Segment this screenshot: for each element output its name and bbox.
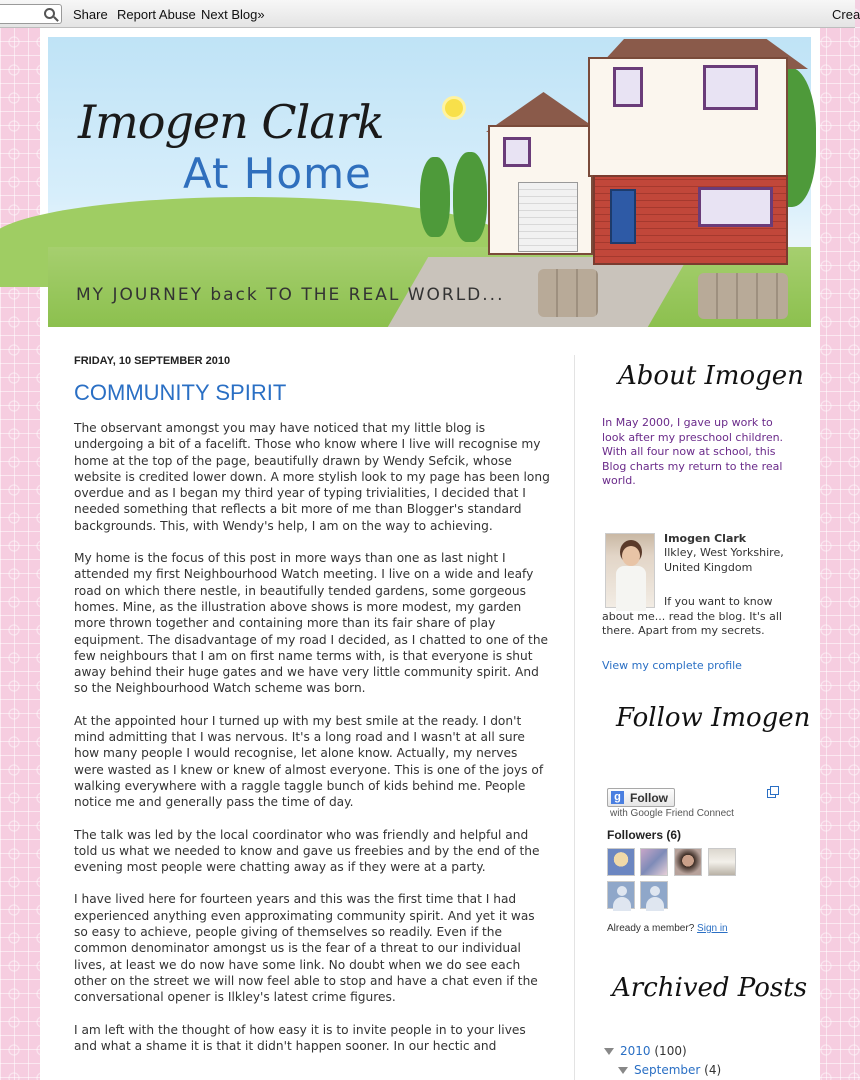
profile-location: Ilkley, West Yorkshire, United Kingdom xyxy=(664,546,784,574)
post-title-link[interactable]: COMMUNITY SPIRIT xyxy=(74,380,287,405)
header-banner[interactable] xyxy=(48,37,811,327)
post-body xyxy=(74,420,550,1070)
search-icon[interactable] xyxy=(44,8,55,19)
sun-icon xyxy=(445,99,463,117)
blogger-navbar xyxy=(0,0,860,28)
house-window xyxy=(503,137,531,167)
bay-window xyxy=(698,187,773,227)
post-paragraph: The talk was led by the local coordinator who was friendly and helpful and told us what we needed to know and gave us freebies and by the end of the evening most people were chatting away as if they were at a party. xyxy=(74,827,540,875)
archive-month-september[interactable] xyxy=(618,1063,721,1077)
archive-year-link[interactable]: 2010 xyxy=(620,1044,651,1058)
profile-photo-head xyxy=(622,546,640,566)
about-heading: About Imogen xyxy=(618,361,804,391)
view-profile-link[interactable]: View my complete profile xyxy=(602,659,742,672)
create-blog-link[interactable]: Crea xyxy=(832,7,860,22)
follower-avatar-default[interactable] xyxy=(640,881,668,909)
navbar-search-input[interactable] xyxy=(0,4,62,24)
tree-icon xyxy=(420,157,450,237)
google-icon: g xyxy=(611,791,624,804)
report-abuse-link[interactable]: Report Abuse xyxy=(117,7,196,22)
followers-count: Followers (6) xyxy=(607,828,682,842)
post-paragraph: My home is the focus of this post in more ways than one as last night I attended my first Neighbourhood Watch meeting. I live on a wide and leafy road on which there nestle, in beautifully tended gardens, some gorgeous homes. Mine, as the illustration above shows is more modest, my garden more thrown together and containing more than its fair share of play equipment. The disadvantage of my road I decided, as I chatted to one of the few neighbours that I am on first name terms with, is that everyone is shut away behind their huge gates and we have very little community spirit. And so the Neighbourhood Watch scheme was born. xyxy=(74,551,549,696)
archive-year-count: (100) xyxy=(654,1044,687,1058)
house-window xyxy=(613,67,643,107)
blog-tagline: MY JOURNEY back TO THE REAL WORLD... xyxy=(76,285,505,305)
post-paragraph: I have lived here for fourteen years and this was the first time that I had experienced anything even approximating community spirit. And yet it was so easy to achieve, people giving of themselves so readily. Even if the common denominator amongst us is the fear of a threat to our individual lives, at least we do now have some link. No doubt when we do see each other on the street we will now feel able to stop and have a chat even if the conversational opener is Ilkley's latest crime figures. xyxy=(74,892,538,1005)
blog-container xyxy=(40,28,820,1080)
gfc-subtitle: with Google Friend Connect xyxy=(610,808,734,819)
follower-avatar[interactable] xyxy=(607,848,635,876)
follower-avatar-default[interactable] xyxy=(607,881,635,909)
popout-icon[interactable] xyxy=(767,789,776,798)
already-member-text xyxy=(607,923,728,934)
blog-title: Imogen Clark xyxy=(78,95,384,149)
garage-door xyxy=(518,182,578,252)
expand-arrow-icon[interactable] xyxy=(618,1067,628,1074)
archive-year-2010[interactable] xyxy=(604,1044,687,1058)
follow-button[interactable] xyxy=(607,788,675,807)
stone-wall xyxy=(698,273,788,319)
blog-subtitle: At Home xyxy=(183,149,372,198)
follower-avatar[interactable] xyxy=(674,848,702,876)
profile-name-link[interactable]: Imogen Clark xyxy=(664,532,747,545)
share-link[interactable]: Share xyxy=(73,7,108,22)
about-text: In May 2000, I gave up work to look after my preschool children. With all four now at school, this Blog charts my return to the real world. xyxy=(602,416,784,487)
follow-heading: Follow Imogen xyxy=(616,703,811,733)
follow-button-label: Follow xyxy=(630,791,668,805)
sidebar-divider xyxy=(574,355,575,1080)
already-member-label: Already a member? xyxy=(607,923,695,934)
archive-heading: Archived Posts xyxy=(612,973,808,1003)
post-paragraph: The observant amongst you may have noticed that my little blog is undergoing a bit of a facelift. Those who know where I live will recognise my home at the top of the page, beautifully drawn by Wendy Sefcik, whose website is credited lower down. A more stylish look to my page has been long overdue and as I began my third year of typing trivialities, I decided that I needed something that reflects a bit more of me than Blogger's standard backgrounds. This, with Wendy's help, I am on the way to achieving. xyxy=(74,421,550,533)
tree-icon xyxy=(453,152,487,242)
post-paragraph: At the appointed hour I turned up with my best smile at the ready. I don't mind admitting that I was nervous. It's a long road and I wasn't at all sure how many people I would recognise, let alone know. Actually, my nerves were wasted as I knew or knew of almost everyone. This is one of the joys of walking everywhere with a raggle taggle bunch of kids behind me. People notice me and generally pass the time of day. xyxy=(74,713,544,810)
stone-wall xyxy=(538,269,598,317)
sign-in-link[interactable]: Sign in xyxy=(697,923,728,934)
next-blog-link[interactable]: Next Blog» xyxy=(201,7,265,22)
follower-avatar[interactable] xyxy=(640,848,668,876)
post-date: FRIDAY, 10 SEPTEMBER 2010 xyxy=(74,355,231,367)
follower-avatar[interactable] xyxy=(708,848,736,876)
archive-month-count: (4) xyxy=(704,1063,722,1077)
expand-arrow-icon[interactable] xyxy=(604,1048,614,1055)
front-door xyxy=(610,189,636,244)
post-paragraph: I am left with the thought of how easy it is to invite people in to your lives and what a shame it is that it didn't happen sooner. In our hectic and xyxy=(74,1022,526,1053)
archive-month-link[interactable]: September xyxy=(634,1063,701,1077)
profile-description: If you want to know about me... read the blog. It's all there. Apart from my secrets. xyxy=(602,595,782,637)
house-window xyxy=(703,65,758,110)
